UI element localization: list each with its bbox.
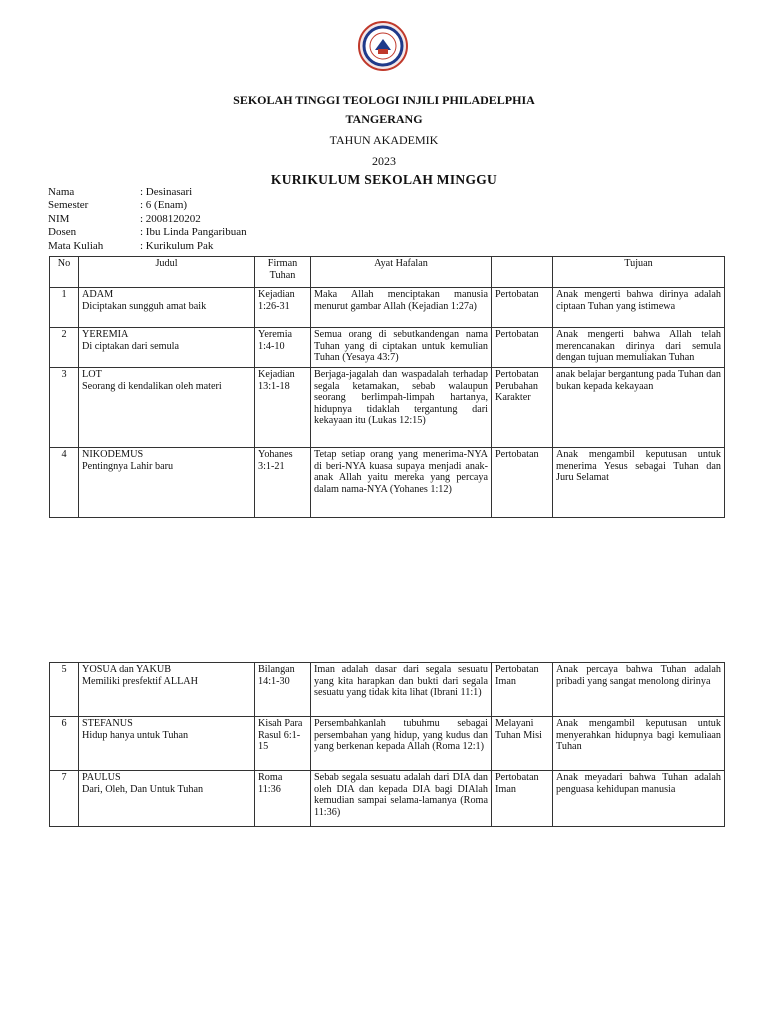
row-tujuan: Anak mengerti bahwa Allah telah merencanakan dirinya dari semula dengan tujuan memuliakan Tuhan [553, 328, 725, 368]
student-info [48, 186, 247, 253]
header-aspek [492, 257, 553, 288]
row-subtitle: Pentingnya Lahir baru [82, 460, 174, 472]
row-tujuan: Anak mengambil keputusan untuk menyerahkan hidupnya bagi kemuliaan Tuhan [553, 717, 725, 771]
header-no: No [50, 257, 79, 288]
row-firman: Kejadian 1:26-31 [255, 288, 311, 328]
table-row: 2 YEREMIA Di ciptakan dari semula Yeremia 1:4-10 Semua orang di sebutkandengan nama Tuhan yang di ciptakan untuk kemulian Tuhan (Yesaya 43:7) Pertobatan Anak mengerti bahwa Allah telah merencanakan dirinya dari semula dengan tujuan memuliakan Tuhan [50, 328, 725, 368]
row-ayat: Berjaga-jagalah dan waspadalah terhadap segala ketamakan, sebab walaupun seorang berlimpah-limpah hartanya, hidupnya tidaklah tergantung dari kekayaan itu (Lukas 12:15) [311, 368, 492, 448]
table-row: 4 NIKODEMUS Pentingnya Lahir baru Yohanes 3:1-21 Tetap setiap orang yang menerima-NYA di beri-NYA kuasa supaya menjadi anak-anak Allah yaitu mereka yang percaya dalam nama-NYA (Yohanes 1:12) Pertobatan Anak mengambil keputusan untuk menerima Yesus sebagai Tuhan dan Juru Selamat [50, 448, 725, 518]
institution-name: SEKOLAH TINGGI TEOLOGI INJILI PHILADELPHIA [233, 93, 535, 107]
row-name: STEFANUS [82, 718, 133, 729]
table-row: 7 PAULUS Dari, Oleh, Dan Untuk Tuhan Roma 11:36 Sebab segala sesuatu adalah dari DIA dan oleh DIA dan kepada DIA bagi DIAlah kemudian sampai selama-lamanya (Roma 11:36) Pertobatan Iman Anak meyadari bahwa Tuhan adalah penguasa kehidupan manusia [50, 771, 725, 827]
row-aspek: Pertobatan Perubahan Karakter [492, 368, 553, 448]
row-aspek: Pertobatan [492, 328, 553, 368]
info-row-dosen: Dosen : Ibu Linda Pangaribuan [48, 226, 247, 239]
row-firman: Yohanes 3:1-21 [255, 448, 311, 518]
row-ayat: Sebab segala sesuatu adalah dari DIA dan oleh DIA dan kepada DIA bagi DIAlah kemudian sampai selama-lamanya (Roma 11:36) [311, 771, 492, 827]
table-header-row [50, 257, 725, 288]
row-name: ADAM [82, 289, 114, 300]
school-logo-seal [358, 21, 408, 71]
row-ayat: Semua orang di sebutkandengan nama Tuhan yang di ciptakan untuk kemulian Tuhan (Yesaya 43:7) [311, 328, 492, 368]
curriculum-table-part-2 [49, 662, 725, 827]
row-firman: Bilangan 14:1-30 [255, 663, 311, 717]
info-row-nim: NIM : 2008120202 [48, 212, 201, 225]
row-firman: Roma 11:36 [255, 771, 311, 827]
header-judul: Judul [79, 257, 255, 288]
curriculum-table-part-1 [49, 256, 725, 518]
table-row: 6 STEFANUS Hidup hanya untuk Tuhan Kisah Para Rasul 6:1-15 Persembahkanlah tubuhmu sebagai persembahan yang hidup, yang kudus dan yang berkenan kepada Allah (Roma 12:1) Melayani Tuhan Misi Anak mengambil keputusan untuk menyerahkan hidupnya bagi kemuliaan Tuhan [50, 717, 725, 771]
table-row: 1 ADAM Diciptakan sungguh amat baik Kejadian 1:26-31 Maka Allah menciptakan manusia menurut gambar Allah (Kejadian 1:27a) Pertobatan Anak mengerti bahwa dirinya adalah ciptaan Tuhan yang istimewa [50, 288, 725, 328]
header-firman: Firman Tuhan [255, 257, 311, 288]
table-row: 3 LOT Seorang di kendalikan oleh materi Kejadian 13:1-18 Berjaga-jagalah dan waspadalah terhadap segala ketamakan, sebab walaupun seorang berlimpah-limpah hartanya, hidupnya tidaklah tergantung dari kekayaan itu (Lukas 12:15) Pertobatan Perubahan Karakter anak belajar bergantung pada Tuhan dan bukan kepada kekayaan [50, 368, 725, 448]
row-aspek: Pertobatan Iman [492, 771, 553, 827]
row-ayat: Iman adalah dasar dari segala sesuatu yang kita harapkan dan bukti dari segala sesuatu yang tidak kita lihat (Ibrani 11:1) [311, 663, 492, 717]
row-subtitle: Di ciptakan dari semula [82, 340, 180, 352]
row-subtitle: Dari, Oleh, Dan Untuk Tuhan [82, 783, 204, 795]
city-name: TANGERANG [345, 112, 423, 126]
row-subtitle: Diciptakan sungguh amat baik [82, 300, 207, 312]
academic-year-label: TAHUN AKADEMIK [329, 133, 439, 147]
row-ayat: Persembahkanlah tubuhmu sebagai persembahan yang hidup, yang kudus dan yang berkenan kepada Allah (Roma 12:1) [311, 717, 492, 771]
year-text: 2023 [372, 154, 396, 168]
info-row-nama: Nama : Desinasari [48, 186, 193, 198]
row-name: LOT [82, 369, 102, 380]
header-tujuan: Tujuan [553, 257, 725, 288]
row-firman: Yeremia 1:4-10 [255, 328, 311, 368]
row-tujuan: anak belajar bergantung pada Tuhan dan bukan kepada kekayaan [553, 368, 725, 448]
row-tujuan: Anak meyadari bahwa Tuhan adalah penguasa kehidupan manusia [553, 771, 725, 827]
row-aspek: Pertobatan [492, 448, 553, 518]
row-ayat: Tetap setiap orang yang menerima-NYA di beri-NYA kuasa supaya menjadi anak-anak Allah yaitu mereka yang percaya dalam nama-NYA (Yohanes 1:12) [311, 448, 492, 518]
row-tujuan: Anak percaya bahwa Tuhan adalah pribadi yang sangat menolong dirinya [553, 663, 725, 717]
header-ayat: Ayat Hafalan [311, 257, 492, 288]
row-aspek: Pertobatan [492, 288, 553, 328]
row-subtitle: Seorang di kendalikan oleh materi [82, 380, 222, 392]
row-name: YOSUA dan YAKUB [82, 664, 172, 675]
info-row-mata-kuliah: Mata Kuliah : Kurikulum Pak [48, 239, 214, 252]
row-name: YEREMIA [82, 329, 129, 340]
row-subtitle: Memiliki presfektif ALLAH [82, 675, 199, 687]
row-aspek: Pertobatan Iman [492, 663, 553, 717]
row-aspek: Melayani Tuhan Misi [492, 717, 553, 771]
row-tujuan: Anak mengambil keputusan untuk menerima Yesus sebagai Tuhan dan Juru Selamat [553, 448, 725, 518]
table-row: 5 YOSUA dan YAKUB Memiliki presfektif ALLAH Bilangan 14:1-30 Iman adalah dasar dari segala sesuatu yang kita harapkan dan bukti dari segala sesuatu yang tidak kita lihat (Ibrani 11:1) Pertobatan Iman Anak percaya bahwa Tuhan adalah pribadi yang sangat menolong dirinya [50, 663, 725, 717]
row-ayat: Maka Allah menciptakan manusia menurut gambar Allah (Kejadian 1:27a) [311, 288, 492, 328]
document-title: KURIKULUM SEKOLAH MINGGU [270, 172, 498, 187]
info-row-semester: Semester : 6 (Enam) [48, 199, 188, 212]
row-tujuan: Anak mengerti bahwa dirinya adalah ciptaan Tuhan yang istimewa [553, 288, 725, 328]
row-firman: Kisah Para Rasul 6:1-15 [255, 717, 311, 771]
row-name: NIKODEMUS [82, 449, 144, 460]
row-firman: Kejadian 13:1-18 [255, 368, 311, 448]
row-subtitle: Hidup hanya untuk Tuhan [82, 729, 189, 741]
row-name: PAULUS [82, 772, 121, 783]
